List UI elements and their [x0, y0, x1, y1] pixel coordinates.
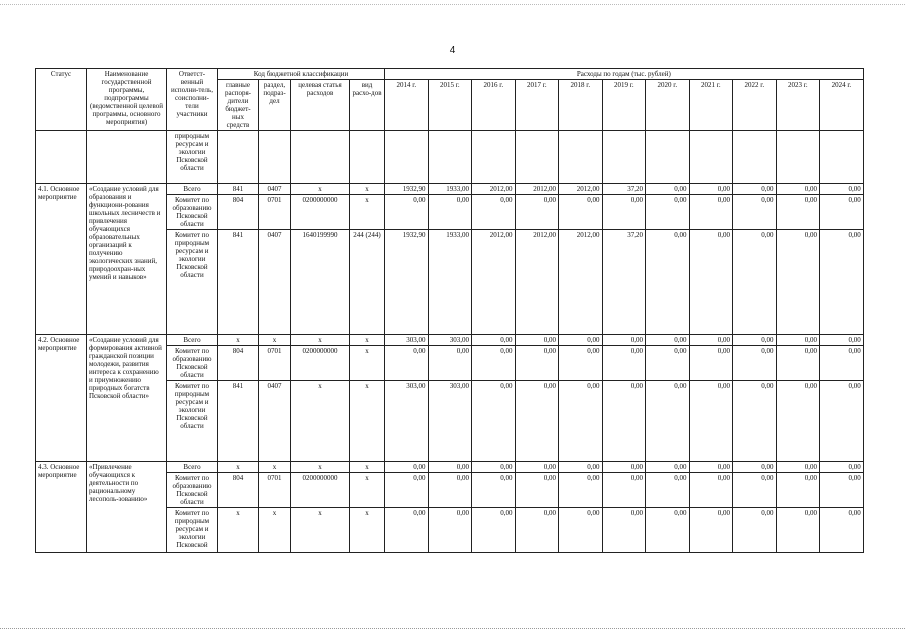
cell-year-value: 0,00 [820, 508, 864, 553]
cell-section: x [259, 508, 291, 553]
header-code-col: главные распоря-дители бюджет-ных средств [218, 80, 259, 131]
cell-year-value: 0,00 [776, 381, 820, 462]
header-year: 2021 г. [689, 80, 733, 131]
cell-expense-type: x [350, 381, 385, 462]
cell-section: 0407 [259, 184, 291, 195]
cell-empty [646, 131, 690, 184]
cell-empty [291, 131, 350, 184]
scan-edge-bottom [0, 628, 905, 629]
cell-expense-type: x [350, 184, 385, 195]
cell-empty [36, 131, 87, 184]
cell-target-article: 0200000000 [291, 195, 350, 230]
cell-year-value: 1932,90 [385, 184, 429, 195]
cell-expense-type: x [350, 346, 385, 381]
cell-empty [385, 131, 429, 184]
cell-expense-type: x [350, 508, 385, 553]
header-expenses-by-year: Расходы по годам (тыс. рублей) [385, 69, 864, 80]
cell-year-value: 0,00 [428, 346, 472, 381]
header-status: Статус [36, 69, 87, 131]
cell-year-value: 0,00 [776, 184, 820, 195]
header-year: 2018 г. [559, 80, 603, 131]
cell-empty [218, 131, 259, 184]
cell-empty [820, 131, 864, 184]
cell-responsible: Комитет по образованию Псковской области [167, 473, 218, 508]
header-year: 2020 г. [646, 80, 690, 131]
cell-section: 0407 [259, 381, 291, 462]
cell-year-value: 303,00 [385, 335, 429, 346]
cell-year-value: 0,00 [733, 346, 777, 381]
cell-year-value: 2012,00 [559, 230, 603, 335]
cell-expense-type: x [350, 335, 385, 346]
cell-year-value: 0,00 [515, 508, 559, 553]
cell-year-value: 0,00 [385, 195, 429, 230]
cell-year-value: 2012,00 [515, 230, 559, 335]
cell-responsible: Всего [167, 184, 218, 195]
cell-year-value: 303,00 [385, 381, 429, 462]
cell-empty [428, 131, 472, 184]
cell-expense-type: x [350, 195, 385, 230]
cell-year-value: 0,00 [428, 462, 472, 473]
cell-responsible: природным ресурсам и экологии Псковской области [167, 131, 218, 184]
cell-year-value: 0,00 [646, 230, 690, 335]
cell-year-value: 0,00 [776, 230, 820, 335]
header-responsible: Ответст-венный исполни-тель, соисполни-тели участники [167, 69, 218, 131]
cell-year-value: 0,00 [646, 381, 690, 462]
cell-year-value: 0,00 [646, 473, 690, 508]
cell-section: 0701 [259, 473, 291, 508]
cell-year-value: 0,00 [472, 195, 516, 230]
cell-year-value: 0,00 [820, 346, 864, 381]
cell-responsible: Комитет по образованию Псковской области [167, 195, 218, 230]
header-year: 2024 г. [820, 80, 864, 131]
cell-year-value: 0,00 [733, 335, 777, 346]
cell-year-value: 0,00 [515, 335, 559, 346]
cell-year-value: 2012,00 [515, 184, 559, 195]
cell-year-value: 0,00 [689, 346, 733, 381]
cell-responsible: Комитет по природным ресурсам и экологии Псковской области [167, 381, 218, 462]
cell-year-value: 0,00 [515, 195, 559, 230]
cell-year-value: 0,00 [428, 473, 472, 508]
cell-year-value: 0,00 [689, 381, 733, 462]
table-body [36, 131, 864, 553]
cell-year-value: 0,00 [689, 335, 733, 346]
cell-year-value: 0,00 [515, 346, 559, 381]
cell-year-value: 2012,00 [559, 184, 603, 195]
cell-year-value: 0,00 [602, 346, 646, 381]
cell-year-value: 0,00 [776, 473, 820, 508]
cell-empty [733, 131, 777, 184]
cell-year-value: 0,00 [602, 508, 646, 553]
cell-year-value: 37,20 [602, 230, 646, 335]
cell-section: x [259, 462, 291, 473]
header-code-col: раздел, подраз-дел [259, 80, 291, 131]
page-number: 4 [449, 45, 456, 56]
cell-year-value: 0,00 [776, 195, 820, 230]
cell-year-value: 0,00 [733, 473, 777, 508]
cell-year-value: 0,00 [559, 508, 603, 553]
cell-expense-type: x [350, 473, 385, 508]
cell-year-value: 0,00 [820, 335, 864, 346]
cell-name: «Создание условий для формирования активной гражданской позиции молодежи, развития интереса к сохранению и приумножению природных богатств Псковской области» [87, 335, 167, 462]
header-code-col: целевая статья расходов [291, 80, 350, 131]
cell-target-article: 0200000000 [291, 346, 350, 381]
cell-year-value: 0,00 [776, 335, 820, 346]
cell-year-value: 0,00 [646, 184, 690, 195]
cell-year-value: 37,20 [602, 184, 646, 195]
cell-year-value: 0,00 [646, 195, 690, 230]
cell-year-value: 1932,90 [385, 230, 429, 335]
cell-grbs: 841 [218, 230, 259, 335]
cell-year-value: 2012,00 [472, 230, 516, 335]
cell-year-value: 0,00 [515, 381, 559, 462]
header-year: 2019 г. [602, 80, 646, 131]
cell-target-article: 1640199990 [291, 230, 350, 335]
cell-responsible: Комитет по образованию Псковской области [167, 346, 218, 381]
cell-year-value: 0,00 [472, 508, 516, 553]
cell-year-value: 0,00 [646, 335, 690, 346]
cell-year-value: 0,00 [646, 346, 690, 381]
cell-year-value: 0,00 [820, 230, 864, 335]
cell-empty [689, 131, 733, 184]
cell-name: «Привлечение обучающихся к деятельности по рациональному лесополь-зованию» [87, 462, 167, 553]
header-year: 2015 г. [428, 80, 472, 131]
cell-year-value: 0,00 [689, 473, 733, 508]
cell-name: «Создание условий для образования и функциони-рования школьных лесничеств и привлечения обучающихся образовательных организаций к получению экологических знаний, природоохран-ных умений и навыков» [87, 184, 167, 335]
cell-year-value: 0,00 [385, 473, 429, 508]
cell-target-article: x [291, 508, 350, 553]
cell-year-value: 0,00 [515, 462, 559, 473]
cell-year-value: 2012,00 [472, 184, 516, 195]
scan-edge-top [0, 4, 905, 5]
cell-year-value: 0,00 [776, 346, 820, 381]
table-row [36, 335, 864, 346]
cell-section: 0407 [259, 230, 291, 335]
budget-table [35, 68, 864, 553]
cell-year-value: 0,00 [689, 462, 733, 473]
cell-year-value: 0,00 [472, 346, 516, 381]
cell-year-value: 0,00 [776, 508, 820, 553]
cell-year-value: 0,00 [472, 335, 516, 346]
header-year: 2016 г. [472, 80, 516, 131]
cell-year-value: 1933,00 [428, 184, 472, 195]
cell-year-value: 0,00 [559, 195, 603, 230]
cell-status: 4.2. Основное мероприятие [36, 335, 87, 462]
cell-responsible: Комитет по природным ресурсам и экологии Псковской [167, 508, 218, 553]
cell-year-value: 0,00 [689, 195, 733, 230]
cell-year-value: 0,00 [559, 462, 603, 473]
cell-year-value: 0,00 [646, 508, 690, 553]
cell-empty [602, 131, 646, 184]
cell-year-value: 0,00 [646, 462, 690, 473]
cell-target-article: x [291, 335, 350, 346]
cell-year-value: 0,00 [472, 462, 516, 473]
cell-year-value: 0,00 [559, 335, 603, 346]
continuation-row [36, 131, 864, 184]
cell-grbs: x [218, 462, 259, 473]
cell-year-value: 0,00 [820, 381, 864, 462]
cell-status: 4.1. Основное мероприятие [36, 184, 87, 335]
cell-year-value: 0,00 [689, 508, 733, 553]
cell-year-value: 0,00 [602, 381, 646, 462]
cell-expense-type: 244 (244) [350, 230, 385, 335]
cell-year-value: 0,00 [385, 346, 429, 381]
header-year: 2014 г. [385, 80, 429, 131]
cell-empty [87, 131, 167, 184]
cell-empty [776, 131, 820, 184]
cell-responsible: Всего [167, 462, 218, 473]
header-code-col: вид расхо-дов [350, 80, 385, 131]
cell-year-value: 0,00 [559, 346, 603, 381]
cell-target-article: x [291, 462, 350, 473]
cell-year-value: 0,00 [733, 230, 777, 335]
cell-grbs: 841 [218, 184, 259, 195]
cell-section: x [259, 335, 291, 346]
header-year: 2017 г. [515, 80, 559, 131]
cell-empty [559, 131, 603, 184]
cell-target-article: x [291, 184, 350, 195]
cell-responsible: Комитет по природным ресурсам и экологии Псковской области [167, 230, 218, 335]
cell-grbs: x [218, 508, 259, 553]
header-year: 2023 г. [776, 80, 820, 131]
cell-grbs: 841 [218, 381, 259, 462]
cell-year-value: 303,00 [428, 335, 472, 346]
cell-grbs: 804 [218, 473, 259, 508]
cell-section: 0701 [259, 346, 291, 381]
cell-year-value: 0,00 [820, 462, 864, 473]
cell-year-value: 0,00 [602, 473, 646, 508]
cell-target-article: x [291, 381, 350, 462]
cell-year-value: 0,00 [733, 184, 777, 195]
cell-year-value: 0,00 [472, 381, 516, 462]
cell-year-value: 0,00 [602, 195, 646, 230]
cell-section: 0701 [259, 195, 291, 230]
cell-empty [515, 131, 559, 184]
cell-year-value: 0,00 [689, 184, 733, 195]
cell-year-value: 0,00 [385, 508, 429, 553]
cell-empty [259, 131, 291, 184]
cell-grbs: 804 [218, 346, 259, 381]
cell-year-value: 0,00 [559, 381, 603, 462]
cell-year-value: 0,00 [428, 195, 472, 230]
cell-year-value: 0,00 [602, 335, 646, 346]
cell-year-value: 0,00 [733, 195, 777, 230]
cell-empty [472, 131, 516, 184]
cell-year-value: 0,00 [559, 473, 603, 508]
cell-grbs: x [218, 335, 259, 346]
cell-year-value: 0,00 [820, 473, 864, 508]
cell-year-value: 0,00 [733, 381, 777, 462]
cell-status: 4.3. Основное мероприятие [36, 462, 87, 553]
cell-year-value: 0,00 [515, 473, 559, 508]
cell-year-value: 0,00 [776, 462, 820, 473]
cell-year-value: 0,00 [733, 508, 777, 553]
cell-year-value: 0,00 [428, 508, 472, 553]
cell-year-value: 0,00 [820, 184, 864, 195]
cell-year-value: 0,00 [602, 462, 646, 473]
cell-year-value: 1933,00 [428, 230, 472, 335]
cell-target-article: 0200000000 [291, 473, 350, 508]
header-year: 2022 г. [733, 80, 777, 131]
cell-year-value: 0,00 [385, 462, 429, 473]
cell-year-value: 303,00 [428, 381, 472, 462]
table-row [36, 184, 864, 195]
cell-year-value: 0,00 [733, 462, 777, 473]
cell-expense-type: x [350, 462, 385, 473]
header-budget-code: Код бюджетной классификации [218, 69, 385, 80]
cell-year-value: 0,00 [820, 195, 864, 230]
cell-empty [350, 131, 385, 184]
cell-responsible: Всего [167, 335, 218, 346]
cell-year-value: 0,00 [472, 473, 516, 508]
cell-grbs: 804 [218, 195, 259, 230]
cell-year-value: 0,00 [689, 230, 733, 335]
header-name: Наименование государственной программы, подпрограммы (ведомственной целевой программы, основного мероприятия) [87, 69, 167, 131]
table-row [36, 462, 864, 473]
